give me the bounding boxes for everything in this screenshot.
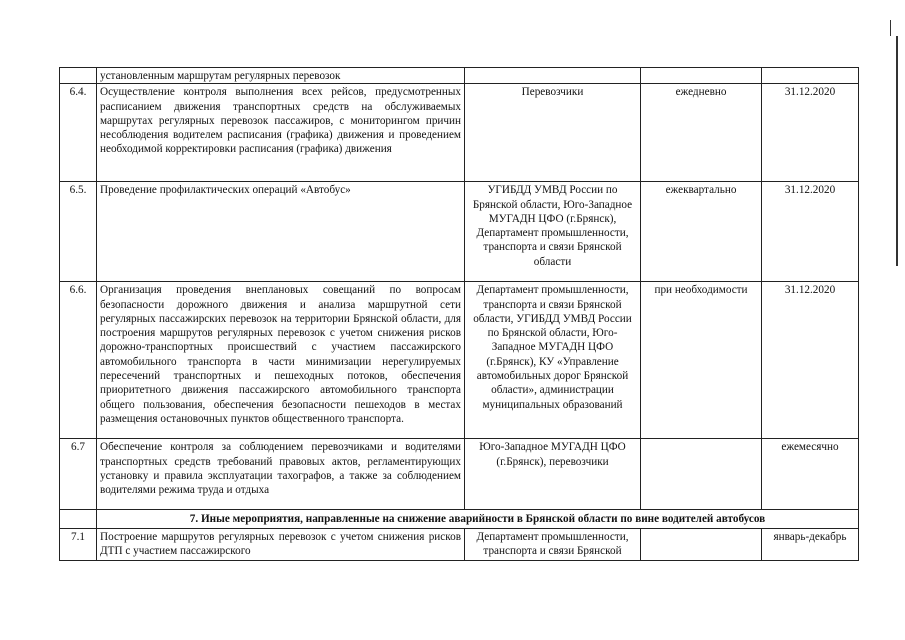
row-period — [641, 68, 762, 84]
measures-table — [59, 67, 859, 561]
row-period: ежедневно — [641, 84, 762, 182]
table-row-6-6 — [60, 282, 859, 439]
scan-edge-mark — [890, 20, 891, 36]
row-number: 6.4. — [60, 84, 97, 182]
row-deadline — [762, 68, 859, 84]
row-number: 6.5. — [60, 182, 97, 282]
row-text: Осуществление контроля выполнения всех рейсов, предусмотренных расписанием движения транспортных средств на обслуживаемых маршрутах регулярных перевозок пассажиров, с мониторингом причин несоблюдения водителем расписания (графика) движения и проведением необходимой корректировки расписания (графика) движения — [97, 84, 465, 182]
row-number: 6.7 — [60, 439, 97, 510]
row-executor: Департамент промышленности, транспорта и связи Брянской области, УГИБДД УМВД России по Брянской области, Юго-Западное МУГАДН ЦФО (г.Брянск), КУ «Управление автомобильных дорог Брянской области», администрации муниципальных образований — [465, 282, 641, 439]
row-executor: УГИБДД УМВД России по Брянской области, Юго-Западное МУГАДН ЦФО (г.Брянск), Департамент промышленности, транспорта и связи Брянской области — [465, 182, 641, 282]
row-period: ежеквартально — [641, 182, 762, 282]
row-deadline: 31.12.2020 — [762, 282, 859, 439]
table-row-6-4 — [60, 84, 859, 182]
row-number: 7.1 — [60, 528, 97, 560]
row-text: Организация проведения внеплановых совещаний по вопросам безопасности дорожного движения и анализа маршрутной сети регулярных пассажирских перевозок на территории Брянской области, для построения маршрутов регулярных перевозок с учетом снижения рисков дорожно-транспортных происшествий с участием пассажирского автомобильного транспорта в части минимизации нерегулируемых пересечений транспортных и пешеходных потоков, обеспечения приоритетного движения пассажирского автомобильного транспорта общего пользования, обеспечения безопасности пешеходов в местах размещения остановочных пунктов общественного транспорта. — [97, 282, 465, 439]
scan-edge-line — [896, 36, 898, 266]
section-7-header-row — [60, 510, 859, 528]
row-number — [60, 510, 97, 528]
row-period: при необходимости — [641, 282, 762, 439]
row-deadline: 31.12.2020 — [762, 182, 859, 282]
row-deadline: январь-декабрь — [762, 528, 859, 560]
row-period — [641, 439, 762, 510]
row-executor — [465, 68, 641, 84]
row-number: 6.6. — [60, 282, 97, 439]
row-executor: Департамент промышленности, транспорта и связи Брянской — [465, 528, 641, 560]
row-text: Обеспечение контроля за соблюдением перевозчиками и водителями транспортных средств требований правовых актов, регламентирующих установку и правила эксплуатации тахографов, а также за соблюдением водителями режима труда и отдыха — [97, 439, 465, 510]
row-text: Проведение профилактических операций «Автобус» — [97, 182, 465, 282]
row-text: Построение маршрутов регулярных перевозок с учетом снижения рисков ДТП с участием пассажирского — [97, 528, 465, 560]
row-deadline: 31.12.2020 — [762, 84, 859, 182]
row-text: установленным маршрутам регулярных перевозок — [97, 68, 465, 84]
row-period — [641, 528, 762, 560]
row-executor: Перевозчики — [465, 84, 641, 182]
row-executor: Юго-Западное МУГАДН ЦФО (г.Брянск), перевозчики — [465, 439, 641, 510]
table-row-6-7 — [60, 439, 859, 510]
row-number — [60, 68, 97, 84]
table-row-7-1 — [60, 528, 859, 560]
table-row-6-5 — [60, 182, 859, 282]
section-title: 7. Иные мероприятия, направленные на снижение аварийности в Брянской области по вине водителей автобусов — [97, 510, 859, 528]
row-deadline: ежемесячно — [762, 439, 859, 510]
table-row-continuation — [60, 68, 859, 84]
